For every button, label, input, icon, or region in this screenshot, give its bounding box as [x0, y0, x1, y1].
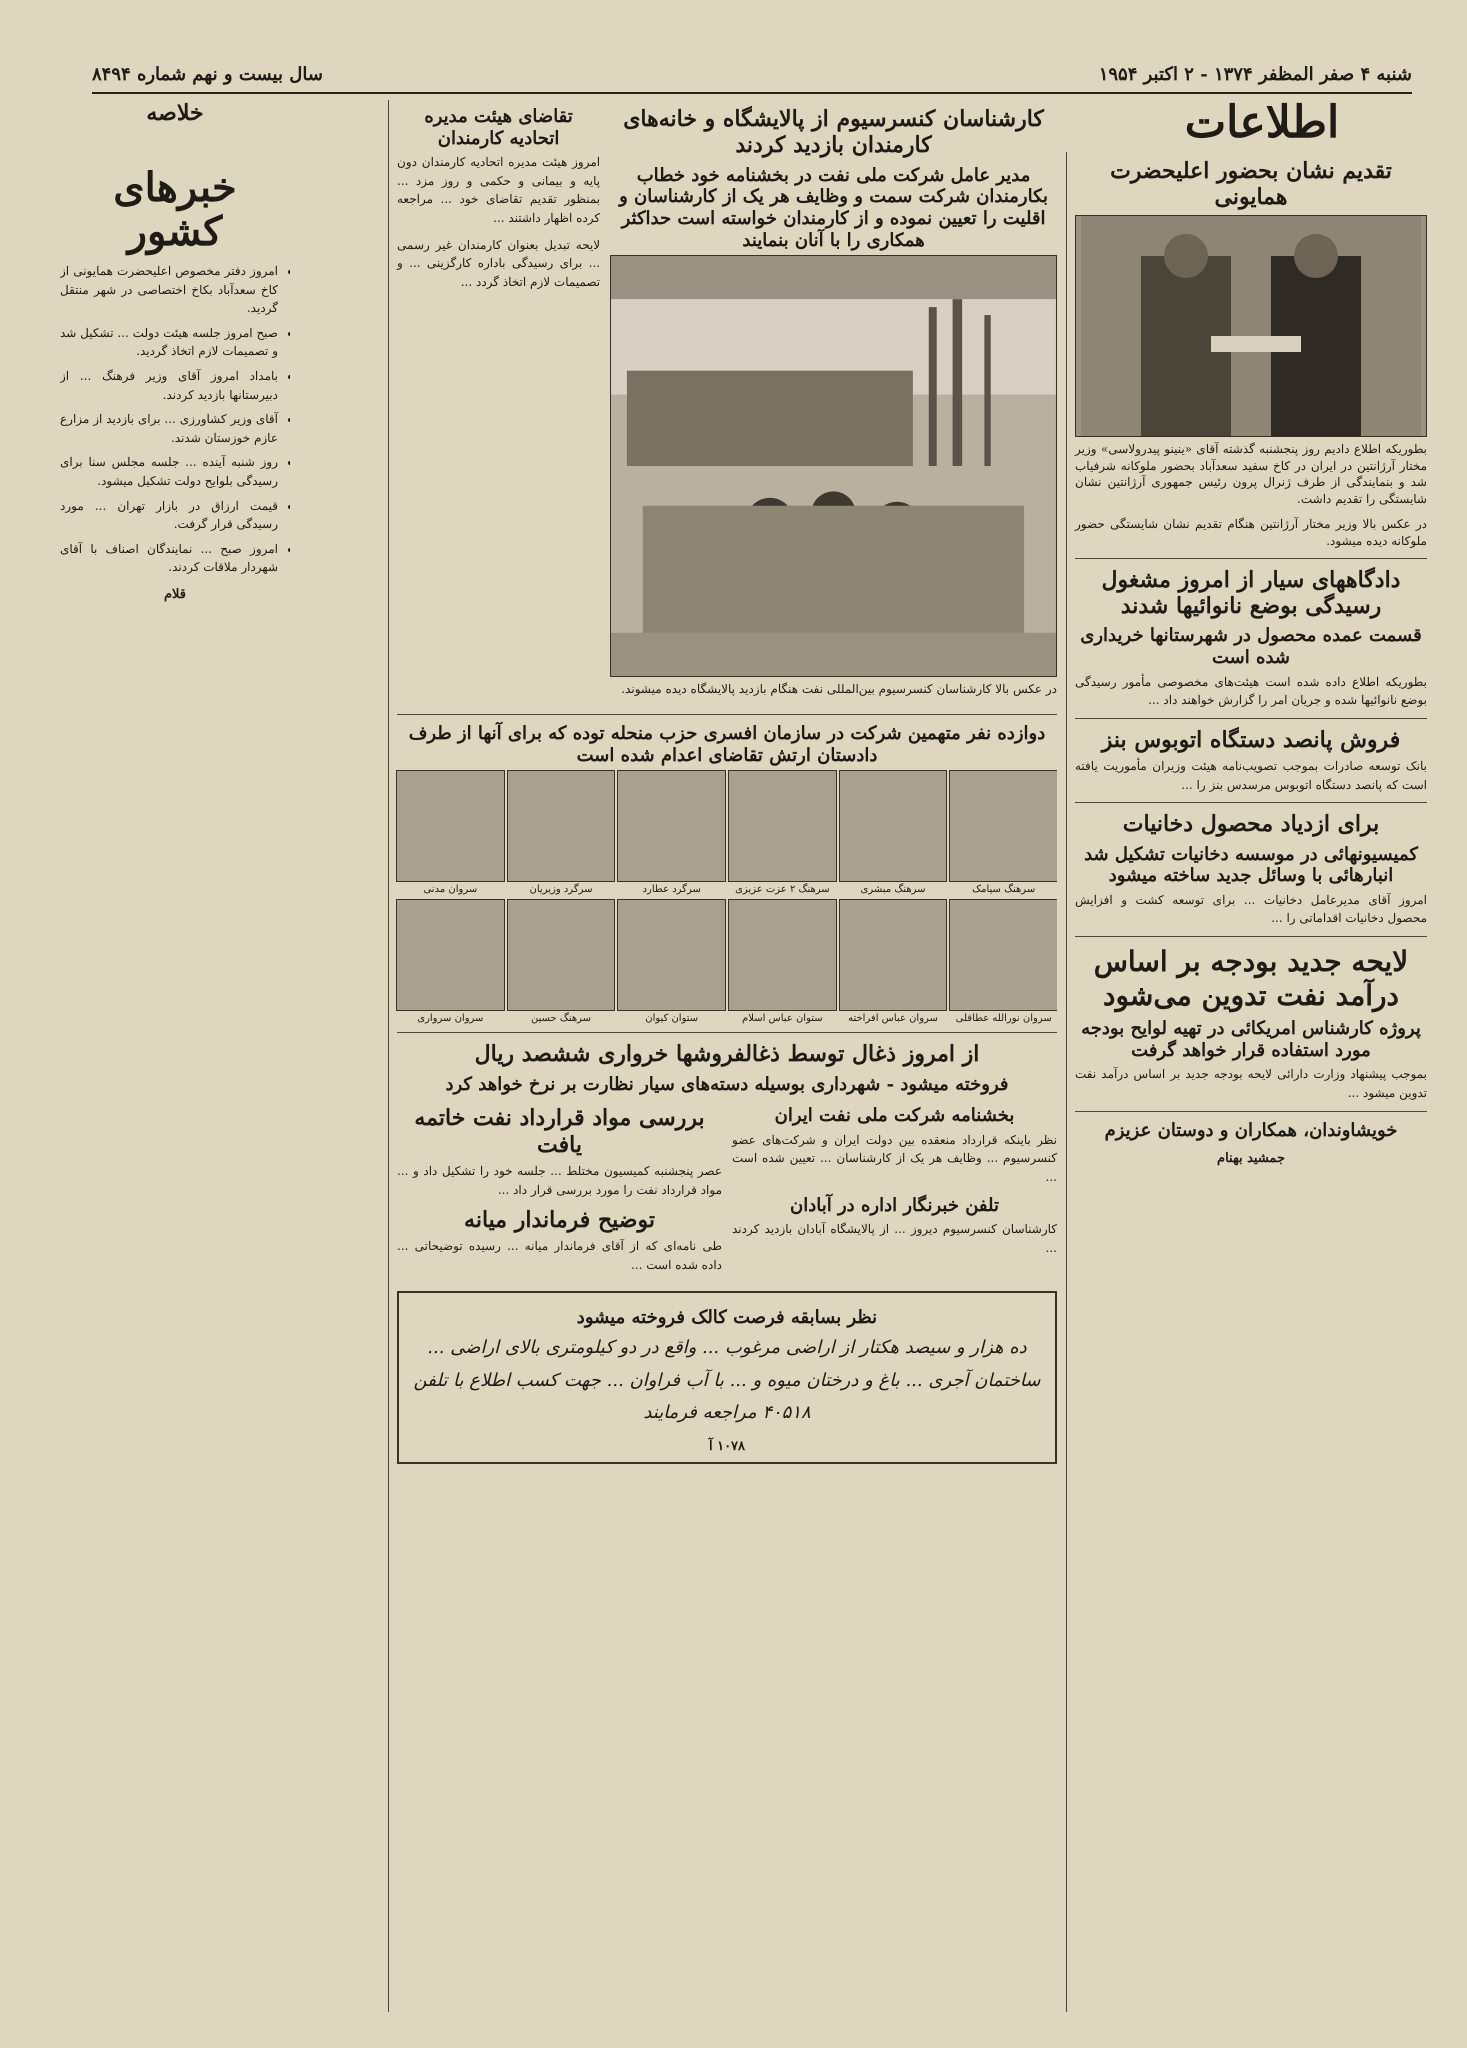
- budget-headline: لایحه جدید بودجه بر اساس درآمد نفت تدوین می‌شود: [1093, 945, 1409, 1012]
- summary-title: خبرهای کشور: [113, 164, 237, 255]
- refinery-caption: در عکس بالا کارشناسان کنسرسیوم بین‌المللی نفت هنگام بازدید پالایشگاه دیده میشوند.: [621, 682, 1057, 697]
- governor-body: طی نامه‌ای که از آقای فرماندار میانه ... رسیده توضیحاتی ... داده شده است ...: [397, 1239, 722, 1273]
- news-summary-list: [60, 262, 290, 577]
- oil-directive-headline: بخشنامه شرکت ملی نفت ایران: [774, 1105, 1015, 1127]
- list-item: • روز شنبه آینده ... جلسه مجلس سنا برای رسیدگی بلوایح دولت تشکیل میشود.: [60, 453, 278, 490]
- refinery-photo-image: [611, 256, 1056, 676]
- list-item: • قیمت ارزاق در بازار تهران ... مورد رسیدگی قرار گرفت.: [60, 497, 278, 534]
- award-photo-image: [1076, 216, 1426, 436]
- list-item: • آقای وزیر کشاورزی ... برای بازدید از مزارع عازم خوزستان شدند.: [60, 410, 278, 447]
- award-caption: بطوریکه اطلاع دادیم روز پنجشنبه گذشته آقای «ینینو پیدرولاسی» وزیر مختار آرژانتین در ایران در کاخ سفید سعدآباد بحضور ملوکانه شرفیاب شد و بنمایندگی از طرف ژنرال پرون رئیس جمهوری آرژانتین نشان شایستگی را تقدیم داشت.: [1075, 441, 1427, 507]
- bus-headline: فروش پانصد دستگاه اتوبوس بنز: [1101, 726, 1401, 753]
- union-body: امروز هیئت مدیره اتحادیه کارمندان دون پایه و بیمانی و حکمی و روز مزد ... بمنظور تقدیم تقاضای خود ... مراجعه کرده اظهار داشتند ...: [397, 155, 601, 225]
- condolence-headline: خویشاوندان، همکاران و دوستان عزیزم: [1104, 1119, 1398, 1141]
- courts-subhead: قسمت عمده محصول در شهرستانها خریداری شده است: [1080, 625, 1422, 668]
- portrait: سروان عباس افراخته: [840, 899, 947, 1024]
- portrait: ستوان عباس اسلام: [729, 899, 836, 1024]
- trial-headline: دوازده نفر متهمین شرکت در سازمان افسری حزب منحله توده که برای آنها از طرف دادستان ارتش تقاضای اعدام شده است: [408, 722, 1046, 766]
- coal-headline: از امروز ذغال توسط ذغالفروشها خرواری ششصد ریال: [474, 1041, 980, 1068]
- left-column: [60, 100, 290, 2012]
- land-ad-body: ده هزار و سیصد هکتار از اراضی مرغوب ... واقع در دو کیلومتری بالای اراضی ... ساختمان آجری ... باغ و درختان میوه و ... با آب فراوان ... جهت کسب اطلاع با تلفن ۴۰۵۱۸ مراجعه فرمایند: [413, 1337, 1041, 1424]
- condolence-signature: جمشید بهنام: [1217, 1151, 1285, 1167]
- topbar: [92, 56, 1412, 94]
- award-photo: [1075, 215, 1427, 437]
- land-ad: [397, 1291, 1057, 1465]
- portrait: سرگرد عطارد: [618, 770, 725, 895]
- tobacco-body: امروز آقای مدیرعامل دخانیات ... برای توسعه کشت و افزایش محصول دخانیات اقداماتی را ...: [1075, 892, 1427, 926]
- contract-headline: بررسی مواد قرارداد نفت خاتمه یافت: [414, 1105, 705, 1158]
- list-item: • صبح امروز جلسه هیئت دولت ... تشکیل شد و تصمیمات لازم اتخاذ گردید.: [60, 324, 278, 361]
- land-ad-headline: نظر بسابقه فرصت کالک فروخته میشود: [576, 1306, 878, 1328]
- portrait: سروان سرواری: [397, 899, 504, 1024]
- middle-column: [388, 100, 1057, 2012]
- portrait: ستوان کیوان: [618, 899, 725, 1024]
- union-body-2: لایحه تبدیل بعنوان کارمندان غیر رسمی ... برای رسیدگی باداره کارگزینی ... و تصمیمات لازم اتخاذ گردد ...: [397, 237, 601, 289]
- tobacco-subhead: کمیسیونهائی در موسسه دخانیات تشکیل شد انبارهائی با وسائل جدید ساخته میشود: [1084, 843, 1418, 887]
- list-item: • امروز صبح ... نمایندگان اصناف با آقای شهردار ملاقات کردند.: [60, 540, 278, 577]
- masthead-title: اطلاعات: [1184, 96, 1340, 148]
- coal-subhead: فروخته میشود - شهرداری بوسیله دسته‌های سیار نظارت بر نرخ خواهد کرد: [445, 1073, 1009, 1095]
- portrait: سرهنگ مبشری: [840, 770, 947, 895]
- telegraph-body: کارشناسان کنسرسیوم دیروز ... از پالایشگاه آبادان بازدید کردند ...: [732, 1222, 1057, 1255]
- portrait: سرهنگ ۲ عزت عزیزی: [729, 770, 836, 895]
- portrait: سروان مدنی: [397, 770, 504, 895]
- list-item: • بامداد امروز آقای وزیر فرهنگ ... از دبیرستانها بازدید کردند.: [60, 367, 278, 404]
- consortium-headline: کارشناسان کنسرسیوم از پالایشگاه و خانه‌های کارمندان بازدید کردند: [623, 106, 1044, 159]
- list-item: • امروز دفتر مخصوص اعلیحضرت همایونی از کاخ سعدآباد بکاخ اختصاصی در شهر منتقل گردید.: [60, 262, 278, 318]
- left-footer: قلام: [163, 586, 187, 602]
- union-headline: تقاضای هیئت مدیره اتحادیه کارمندان: [424, 106, 573, 149]
- governor-headline: توضیح فرماندار میانه: [464, 1207, 655, 1234]
- oil-directive-body: نظر باینکه قرارداد منعقده بین دولت ایران و شرکت‌های عضو کنسرسیوم ... وظایف هر یک از کارشناسان ... تعیین شده است ...: [732, 1132, 1057, 1184]
- portrait: سرگرد وزیریان: [508, 770, 615, 895]
- tobacco-headline: برای ازدیاد محصول دخانیات: [1122, 811, 1380, 838]
- consortium-subhead: مدیر عامل شرکت ملی نفت در بخشنامه خود خطاب بکارمندان شرکت سمت و وظایف هر یک از کارشناسان و اقلیت را تعیین نموده و از کارمندان خواسته است حداکثر همکاری را با آنان بنمایند: [619, 164, 1049, 251]
- award-caption-2: در عکس بالا وزیر مختار آرژانتین هنگام تقدیم نشان شایستگی حضور ملوکانه دیده میشود.: [1075, 516, 1427, 548]
- issue-number: سال بیست و نهم شماره ۸۴۹۴: [92, 63, 323, 85]
- portrait: سرهنگ حسین: [508, 899, 615, 1024]
- portrait: سروان نورالله عطاقلی: [950, 899, 1057, 1024]
- right-column: [1066, 152, 1427, 2012]
- courts-body: بطوریکه اطلاع داده شده است هیئت‌های مخصوصی مأمور رسیدگی بوضع نانوائیها شده و جریان امر را گزارش خواهند داد ...: [1075, 674, 1427, 708]
- award-headline: تقدیم نشان بحضور اعلیحضرت همایونی: [1110, 158, 1392, 211]
- bus-body: بانک توسعه صادرات بموجب تصویب‌نامه هیئت وزیران مأموریت یافته است که پانصد دستگاه اتوبوس مرسدس بنز را ...: [1075, 759, 1427, 792]
- budget-subhead: پروژه کارشناس امریکائی در تهیه لوایح بودجه مورد استفاده قرار خواهد گرفت: [1081, 1018, 1421, 1061]
- courts-headline: دادگاههای سیار از امروز مشغول رسیدگی بوضع نانوائیها شدند: [1101, 566, 1401, 619]
- refinery-photo: [610, 255, 1057, 677]
- budget-body: بموجب پیشنهاد وزارت دارائی لایحه بودجه جدید بر اساس درآمد نفت تدوین میشود ...: [1075, 1067, 1427, 1101]
- issue-date: شنبه ۴ صفر المظفر ۱۳۷۴ - ۲ اکتبر ۱۹۵۴: [1098, 63, 1412, 85]
- telegraph-headline: تلفن خبرنگار اداره در آبادان: [789, 1194, 1000, 1216]
- portrait: سرهنگ سیامک: [950, 770, 1057, 895]
- contract-body: عصر پنجشنبه کمیسیون مختلط ... جلسه خود را تشکیل داد و ... مواد قرارداد نفت را مورد بررسی قرار داد ...: [397, 1163, 722, 1197]
- portraits-grid: [397, 770, 1057, 1024]
- land-ad-code: ۱۰۷۸ آ: [708, 1439, 746, 1455]
- summary-label: خلاصه: [146, 100, 204, 126]
